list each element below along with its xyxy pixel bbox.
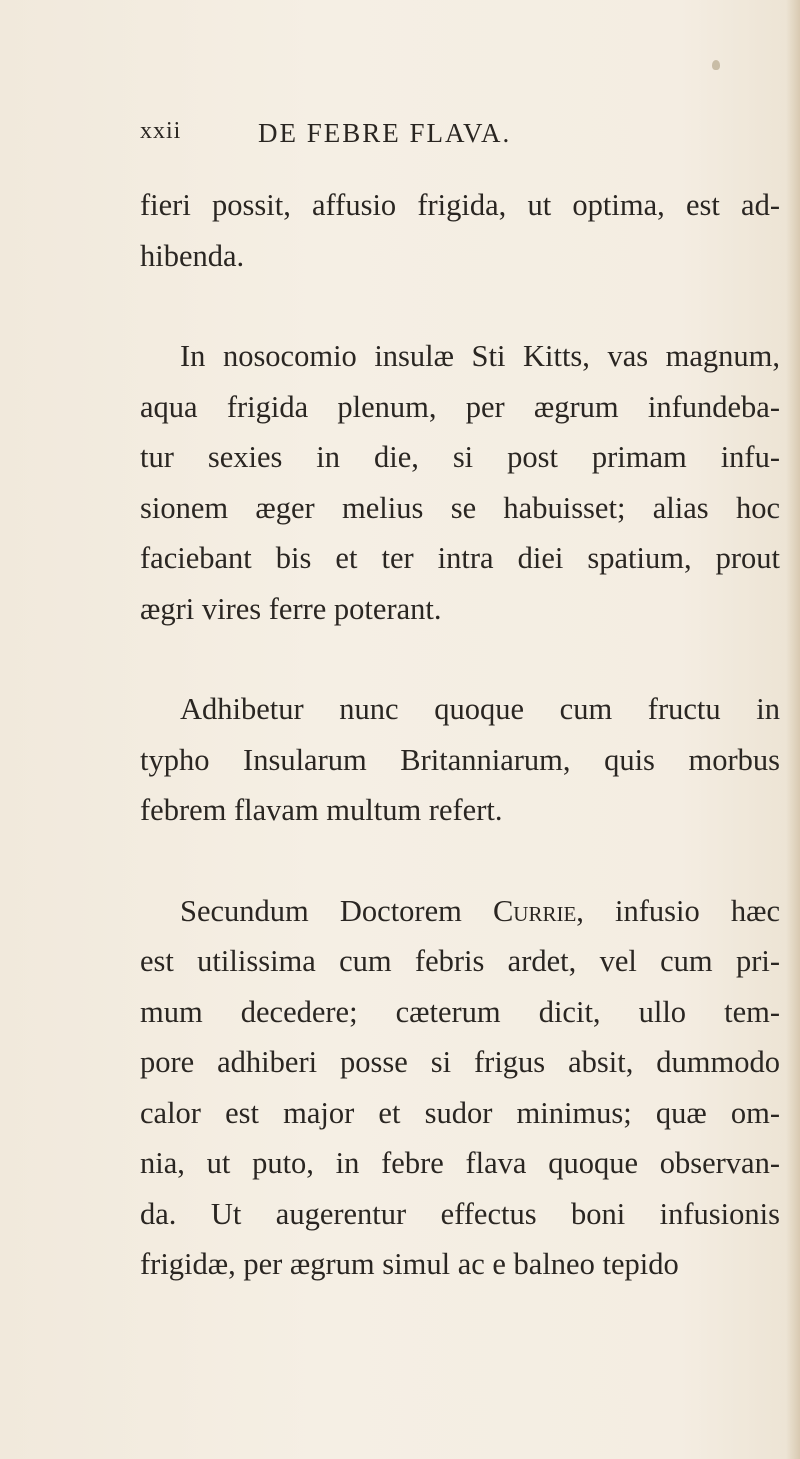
text-line: mum decedere; cæterum dicit, ullo tem- [140, 994, 780, 1029]
text-line: aqua frigida plenum, per ægrum infundeba- [140, 389, 780, 424]
text-line: hibenda. [140, 238, 245, 273]
paragraph-4 [140, 886, 780, 1290]
text-line: pore adhiberi posse si frigus absit, dummodo [140, 1045, 780, 1079]
page-header [0, 118, 800, 158]
text-run: Secundum Doctorem [180, 893, 493, 928]
author-name-currie: Currie [492, 893, 577, 928]
paragraph-1 [140, 180, 780, 281]
text-line: frigidæ, per ægrum simul ac e balneo tepido [140, 1247, 679, 1281]
page-number: xxii [140, 118, 182, 144]
paragraph-3 [140, 684, 780, 836]
text-line [140, 886, 780, 937]
page-edge-shadow [786, 0, 800, 1459]
ink-speck [712, 60, 720, 70]
text-line: ægri vires ferre poterant. [140, 591, 442, 626]
text-line: nia, ut puto, in febre flava quoque observan- [140, 1146, 780, 1180]
text-line: febrem flavam multum refert. [140, 793, 503, 827]
body-text [140, 180, 780, 1290]
text-run: , infusio hæc [576, 893, 781, 928]
paragraph-2 [140, 331, 780, 634]
text-line: sionem æger melius se habuisset; alias hoc [140, 490, 780, 525]
text-line: typho Insularum Britanniarum, quis morbus [140, 742, 780, 777]
text-line: calor est major et sudor minimus; quæ om- [140, 1095, 780, 1130]
text-line: Adhibetur nunc quoque cum fructu in [180, 692, 780, 726]
text-line: faciebant bis et ter intra diei spatium, prout [140, 541, 780, 575]
running-head: DE FEBRE FLAVA. [258, 118, 512, 148]
text-line: est utilissima cum febris ardet, vel cum pri- [140, 944, 780, 978]
text-line: da. Ut augerentur effectus boni infusionis [140, 1196, 780, 1231]
text-line: In nosocomio insulæ Sti Kitts, vas magnum, [180, 339, 780, 373]
text-line: tur sexies in die, si post primam infu- [140, 440, 780, 474]
text-line: fieri possit, affusio frigida, ut optima, est ad- [140, 188, 780, 222]
